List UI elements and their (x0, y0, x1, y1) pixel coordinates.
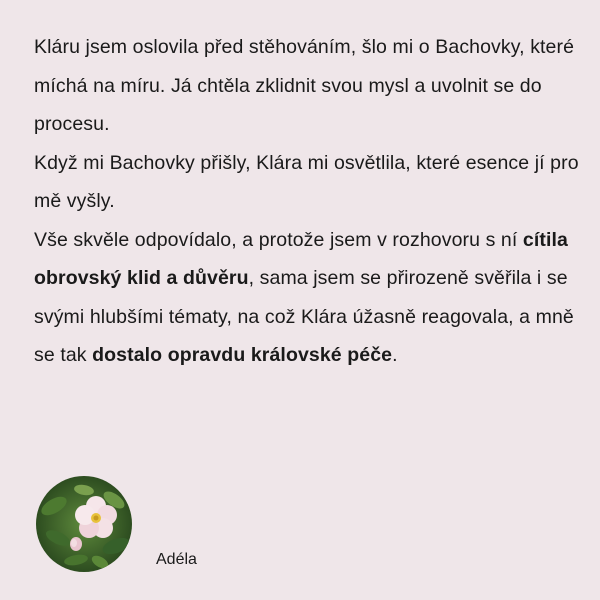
testimonial-paragraph-1: Kláru jsem oslovila před stěhováním, šlo mi o Bachovky, které míchá na míru. Já chtěla zklidnit svou mysl a uvolnit se do procesu. (34, 36, 575, 135)
testimonial-paragraph-2: Když mi Bachovky přišly, Klára mi osvětlila, které esence jí pro mě vyšly. (34, 151, 579, 212)
author-name: Adéla (156, 551, 197, 568)
testimonial-text-run: Vše skvěle odpovídalo, a protože jsem v rozhovoru s ní (34, 228, 523, 251)
testimonial-text (34, 28, 582, 375)
author-avatar (36, 476, 132, 572)
testimonial-highlight-royal-care: dostalo opravdu královské péče (92, 344, 393, 366)
testimonial-paragraph-3 (34, 221, 582, 375)
testimonial-highlight-calm-trust: cítila obrovský klid a důvěru (34, 228, 568, 289)
testimonial-text-run: , sama jsem se přirozeně svěřila i se svými hlubšími tématy, na což Klára úžasně reagovala, a mně se tak (34, 267, 574, 366)
wild-rose-flower-photo-icon (36, 476, 132, 572)
testimonial-text-run: . (392, 344, 398, 366)
